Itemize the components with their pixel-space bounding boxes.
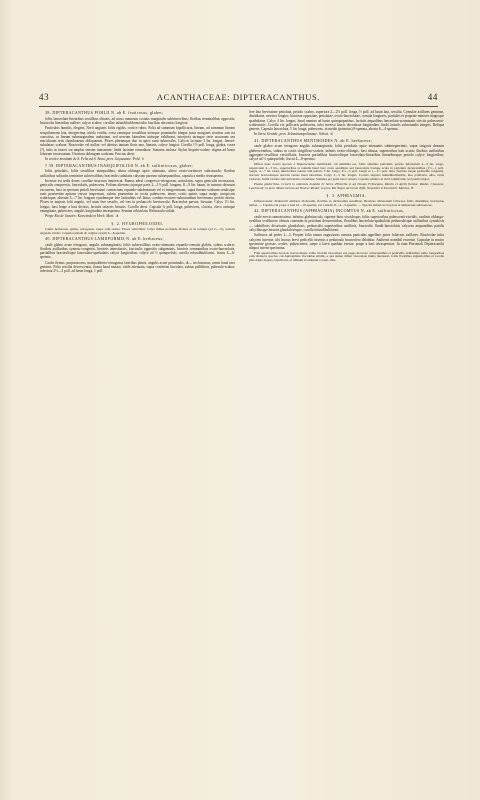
- diagnosis-38: foliis lanceolato-linearibus sessilibus obtusis, ad arcus ramorum costatis marginalis subtrinervibus; floribus terminalibus oppositis; bracteolis linearibus nullive; calyce scabro; corollae infundibuliformi tubo faucibus obconicis longiore.: [40, 116, 235, 125]
- species-heading-39: † 39. DIPTERACANTHUS INAEQUIFOLIUS N. ab E. suffruticosus, glaber;: [45, 162, 193, 168]
- species-heading-40: 40. DIPTERACANTHUS LAMIIFORMIS N. ab E. herbaceus;: [45, 235, 164, 241]
- page-header: [39, 92, 438, 104]
- diagnosis-41: caule glabro acute tetragono angulis submarginatis; foliis petiolatis apice attenuatis subintegerrimis, supra strigosis demum glabrescentibus, subtus in costis strigilloso-scabris; infimis ovato-oblongis, basi obtusa, superioribus basi acutis; floribus axillaribus aggregato-sessilibus verticillatis, bracteis partialibus bracteolisque lanceolato-linearibus linearibusque petiolo calyce longioribus; calyce ad ⅓ quinquefido, fructu 4—8-spermo.: [249, 144, 444, 162]
- locality-38: In vertice montium de S. Felix ad S. Anna, prov. Goyazanae: Pohl. ♄: [45, 157, 145, 162]
- section-description-2: Caulis herbaceus, glaber, tetragonus, saepe cum radice. Flores verticillati. Calyx minus profunde divisus ac in reliquis (ad ⅔—⅓), laciniis angustis strictis. Capsula (saltem ab origine ovarii) 6—8-sperma.: [40, 226, 235, 235]
- page-number-right: 44: [427, 92, 438, 102]
- locality-41: Planta glaberrima. Crescit in umbrosis humidis N. Serra d'Estrella et ad Novam Friburgum, Martio et Aprili floreus: Riedel, Chavasse, Laschenalt; in prov. Minas Geraes ad Varzea: Riedel; in prov. Rio Negro ad locum Teffé, Novembri et Decembri: Martius. ⊙: [249, 182, 444, 191]
- description-42: Suffrutex ad pedes 2—3. Propter folia ramos angustiores ramosa paniculas appellare potes foliaceas axillares. Bracteolae infra calycem insertae, ubi fructus brevi pedicello insertus a pedunculo bracteifero delabitur. Antherae nonnihil exsertae. Capsulae in nostro specimine grossae, ovales, pubescentes, saepe a larva quadam exesae, prope a basi tetraspermae. In nam Pteromali Dipteracanthi aliquot inveni specimina.: [249, 233, 444, 251]
- locality-40: In Serra Grande, prov. Sebastianopolitanae: Schott. ♃: [254, 132, 333, 137]
- diagnosis-39: foliis petiolatis, foliis sessilibus inaequalibus, altero oblongo apice attenuato, altero ovato-cordatove subrotundo; floribus axillaribus solitariis terminive subsessilibus; bracteolis subulatis calycem parvum subaequantibus, capsula a medio tetrasperma.: [40, 169, 235, 178]
- header-rule: [39, 106, 438, 107]
- diagnosis-42: caule erecto ramosissimo, inferius glabriusculo, superne hirto viscidoque; foliis superioribus pubescenti-viscidis, caulinis oblongo-ovalibus ovalibusve obtusis cuneatim in petiolum decurrentibus, floralibus lanceolato-spathulatis pedunculisque axillaribus cymulosis — subbifloris divaricatis glandulosis, pedunculis superioribus unifloris, bracteolis florali-lanceolatis calycem aequantibus patulis calycibusque hirsutis glandulosisque, corolla infundibuliformi.: [249, 215, 444, 232]
- description-41: Differt hanc nostra species a Dipteracantho lamiiformi, cui similima est, foliis omnibus petiolatis, petiolo inferiorum 4—5 lin. longo, superiorum 4—3 lin., superioribus et ramulis haud basi ovata sessilibus sed lanceolatis basique acuta in petiolum decurrentibus (1½—1 poll. longis, 4—7 lin. latis), inferioribus autem cum petiolo 3 lin. longo, 4½—5 poll. longis et 1—1½ poll. latis, floribus itaque pedicellis congestis, bracteis bracteolisque apicem versus haud latioribus. Calyx 3—5 lin. longus. Corolla angusta infundibuliformis, fere pollicaris, alba, venis violaceis, limbi laciniis subverticulatis rotundatae. Stamina per paria basi connata. Capsula omnino ut in D. lamiiformi, sed paullo major.: [249, 161, 444, 182]
- right-column: [249, 110, 444, 264]
- section-heading-3: §. 3. APHRAGMIA.: [326, 194, 367, 199]
- section-heading-2: §. 2. HYGROPHILOIDEI.: [111, 221, 164, 226]
- left-column: [40, 110, 235, 275]
- species-heading-42: 42. DIPTERACANTHUS (APHRAGMIA) INCOMTUS N. ab E. suffruticosus,: [254, 208, 405, 214]
- description-40: Caulis firmus, purpurascens, inaequaliterto-tetragonus lateribus planis, angulis acute prominulis, di— trichotomus, ramis haud raro geminis. Folia sessilia decrescentia, forma haud mutata, valde attenuata, supra confertim lineolata, subtus pallidiora, puberulo-scabra; inferiora 2½—3 poll. ad basin longa, 1 poll.: [40, 260, 235, 274]
- running-title: ACANTHACEAE: DIPTERACANTHUS.: [156, 92, 321, 102]
- species-heading-38: 38. DIPTERACANTHUS POHLII N. ab E. fruticosus, glaber;: [45, 110, 164, 115]
- description-39: Incertae est sedis donec corollae structura innotescat. Ramus adest compresso-tetragonus, articulatus, supra geniculis incrassatus, geniculis compressis, lanceolatis, pubescens. Folium alterum cujusque paris 2—1½ poll. longum, 8—9 lin. latum, in summo obtusum excurrens, basi in spectum petioli brevissimi contractum, repando-subdentatum vel et integerrimum, supra lineato-scabrum setulisque raris praesertim apicem versus inspersum, subtus praesertim in costis pubescens, tenue, costis quinis supra magis conspicuis scabrisque; alterum 3—7 lin. longum ejusdemque fere latitudinis vel latius, cordato-ovatove-subrotundum brevissimo petiolo nitens. Flores in majoris folii angulo, vel unus fere sessilis, vel tres in peduncolo breviusculo. Bracteolae parvae, hirsutae. Calyx 1½ lin. longus, basi longe a basi divisus, laciniis setaceis hirsutis. Corolla deest. Capsula ¾ poll. longa, pubescens, clavata, clavo utrinque emarginata, pubescens, angulis longitudine tetrasperma. Semina orbiculata. Retinacula valida.: [40, 179, 235, 213]
- description-40-continued: fere lata brevissime petiolata, petiolo scabro, superiora 2—2½ poll. longa, ½ poll. ad basin lata, sessilia. Cymulae axillares geminae, dimidiatae, exterior longior; bracteae oppositae, petiolatae, ovato-lanceolatae, cymula longiores, partiales et propriae minores magisque spathulatae. Calyx 4 lin. longus, haud omnino ad basin quinquepartitus, laciniis aequalibus lanceolato-acuminatis strictis pubescenti-scaberrimis. Corolla vix pollicaris pubescens, tubo inverso faucis obconicae longitudine; limbi laciniis subrotundis integris. Reliqua generis. Capsula lanceolata, 5 lin. longa, pubescens, in medio (primitus) 8-sperma, abortu 6—4-sperma.: [249, 110, 444, 131]
- diagnosis-40: caule glabro acute tetragono, angulis submarginatis; foliis subsessilibus ovato-attenuatis repando-crenatis glabris, subtus scabris; floribus axillaribus cymoso-congestis, bracteis interstinctis, fasciculis oppositis subgeminis, bracteis communibus ovato-lanceolatis, partialibus bracteolisque lanceolato-spathulatis calyce longioribus; calyce ad ⅓ quinquefido, corolla infundibuliformi, fructu 4—6-spermo.: [40, 242, 235, 260]
- note-42: Folii superioribus bracteis bracteolisque valde viscidis viscositate eas saepe inconcre cohaerentibus et pedicellis axillaribus solito longioribus satis distincta species, cui Aphragmiae viscidulae similis, a qua tamen differt viscositate multo intensiori, foliis floralibus angustioribus et corolla plus duplo majore, bipollicari, et limbum in omnium vocem, alba.: [249, 250, 444, 263]
- description-38: Fruticulus humilis, elegans, Nerii angustis foliis rigidis, cortice rubro. Folia ad summum bipollicaria, lineam, ad summum lineam sesquilateram lata, integerrima, nitida viridia, costa ramisque costalibus utrinque prominulis hinque juxta margines arcubus suis ita conscitus, ut lineam submarginalem unduatam, sed nervum lateralem utrinque exhibeant, interjecta utrinque serie arcuarum seu maculorum reiis rhomboarum obliquarum. Flores plerumque duo in apice rami subsessiles. Calycis laciniae 3 lin. longae, lineari-subulatae, scabrae. Bracteolae vel nullae, vel alterius tantum floris una, linearis, calyce longior. Corolla 1½ poll. longa, glabra, rosea (?), tubo in fauces sat amplas sensim transeunte; limbi laciniae rotundatae. Stamina inclusa. Stylus hispido-scaber; stigma ad basin loborum incrassatum. Ovarium oblongum scabrum. Fructus deest.: [40, 126, 235, 156]
- page-number-left: 43: [39, 92, 50, 102]
- locality-39: Prope Rio de Janeiro: Karwinski in Herb. Mart. ♃: [45, 214, 119, 219]
- section-description-3: Inflorescentia: Pedunculi axillares dichotomi, floribus in dichotomia sessilibus. Bracteae divisionum foliaceae foliis dissimiles; bracteolae nullae. — Capsula vel prope a basi 10—16-sperma, vel a medio 8—4—3-sperma. — Species Americae tropicae et temperatae subtropicae.: [249, 199, 444, 208]
- species-heading-41: 41. DIPTERACANTHUS MENTHOIDES N. ab E. herbaceus;: [254, 137, 373, 143]
